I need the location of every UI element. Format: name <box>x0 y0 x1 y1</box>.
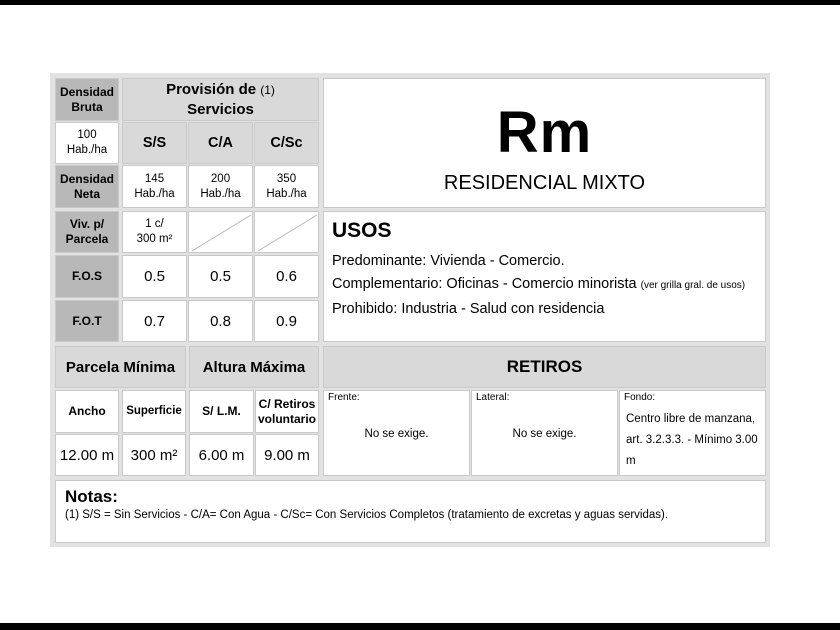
fos-label <box>55 255 119 298</box>
fos-ca <box>188 255 253 298</box>
provision-header-text <box>166 80 275 119</box>
zone-code: Rm <box>496 100 593 165</box>
notas-box <box>55 480 766 543</box>
densidad-neta-label-text: Densidad Neta <box>59 171 114 201</box>
usos-complementario-note: (ver grilla gral. de usos) <box>640 280 746 291</box>
viv-parcela-value-text: 1 c/ 300 m² <box>136 218 173 245</box>
diagonal-slash-icon <box>189 212 253 253</box>
fot-ca <box>188 300 253 342</box>
retiro-fondo <box>619 390 766 476</box>
densidad-bruta-value-text: 100 Hab./ha <box>66 129 108 156</box>
retiro-fondo-value: Centro libre de manzana, art. 3.2.3.3. - Mínimo 3.00 m <box>626 413 758 467</box>
usos-complementario <box>332 273 757 297</box>
retiro-lateral-value: No se exige. <box>512 428 577 440</box>
ancho-value-text: 12.00 m <box>59 446 115 464</box>
densidad-neta-ca-text: 200 Hab./ha <box>200 172 241 200</box>
retiros-voluntario-label-text: C/ Retiros voluntario <box>257 396 316 426</box>
fot-csc <box>254 300 319 342</box>
fot-label <box>55 300 119 342</box>
retiro-lateral <box>471 390 618 476</box>
usos-predominante: Predominante: Vivienda - Comercio. <box>332 253 565 269</box>
ancho-value <box>55 434 119 476</box>
lm-value <box>189 434 254 476</box>
altura-maxima-header <box>189 346 319 388</box>
col-header-csc-text: C/Sc <box>270 135 303 151</box>
usos-box <box>323 211 766 342</box>
retiros-voluntario-label <box>255 390 319 433</box>
retiro-frente-label: Frente: <box>328 392 360 403</box>
col-header-ca-text: C/A <box>208 135 233 151</box>
viv-parcela-value <box>122 211 187 253</box>
fot-csc-text: 0.9 <box>276 312 297 330</box>
usos-prohibido: Prohibido: Industria - Salud con residencia <box>332 301 605 317</box>
densidad-bruta-label-text: Densidad Bruta <box>59 84 114 114</box>
bottom-border-bar <box>0 623 840 630</box>
provision-title: Provisión de <box>166 81 257 98</box>
densidad-neta-csc <box>254 165 319 208</box>
lm-label <box>189 390 254 433</box>
retiros-title: RETIROS <box>506 357 583 376</box>
densidad-neta-ss <box>122 165 187 208</box>
provision-title2: Servicios <box>187 101 254 118</box>
fot-ca-text: 0.8 <box>210 312 231 330</box>
lm-value-text: 6.00 m <box>198 446 245 464</box>
col-header-csc <box>254 122 319 164</box>
fot-ss <box>122 300 187 342</box>
col-header-ca <box>188 122 253 164</box>
altura-maxima-title: Altura Máxima <box>202 358 306 376</box>
viv-parcela-empty-csc <box>254 211 319 253</box>
superficie-label <box>122 390 186 433</box>
zone-title-box <box>323 78 766 208</box>
densidad-bruta-value <box>55 122 119 164</box>
retiros-voluntario-value <box>255 434 319 476</box>
fos-ss-text: 0.5 <box>144 268 165 285</box>
provision-header <box>122 78 319 121</box>
fos-csc <box>254 255 319 298</box>
fot-label-text: F.O.T <box>72 313 102 328</box>
diagonal-slash-icon <box>255 212 319 253</box>
retiro-frente <box>323 390 470 476</box>
densidad-neta-label <box>55 165 119 208</box>
retiro-frente-value: No se exige. <box>364 428 429 440</box>
parcela-minima-title: Parcela Mínima <box>65 358 176 376</box>
notas-text: (1) S/S = Sin Servicios - C/A= Con Agua - C/Sc= Con Servicios Completos (tratamiento de excretas y aguas servidas). <box>65 509 669 521</box>
col-header-ss-text: S/S <box>142 135 167 151</box>
notas-title: Notas: <box>65 487 118 506</box>
superficie-label-text: Superficie <box>126 405 182 417</box>
parcela-minima-header <box>55 346 186 388</box>
retiro-fondo-label: Fondo: <box>624 392 656 403</box>
retiros-header <box>323 346 766 388</box>
lm-label-text: S/ L.M. <box>202 404 241 418</box>
fos-csc-text: 0.6 <box>276 268 297 285</box>
col-header-ss <box>122 122 187 164</box>
densidad-neta-csc-text: 350 Hab./ha <box>266 172 307 200</box>
ancho-label-text: Ancho <box>68 404 106 418</box>
fos-ca-text: 0.5 <box>210 268 231 285</box>
densidad-neta-ca <box>188 165 253 208</box>
fos-label-text: F.O.S <box>71 269 102 283</box>
zoning-sheet <box>50 73 770 547</box>
viv-parcela-empty-ca <box>188 211 253 253</box>
usos-title: USOS <box>332 219 392 242</box>
usos-complementario-text: Complementario: Oficinas - Comercio minorista <box>332 276 637 292</box>
viv-parcela-label <box>55 211 119 253</box>
viv-parcela-label-text: Viv. p/ Parcela <box>65 217 109 246</box>
superficie-value-text: 300 m² <box>130 446 178 464</box>
provision-ref: (1) <box>260 83 275 97</box>
retiros-voluntario-value-text: 9.00 m <box>264 446 310 464</box>
zone-name: RESIDENCIAL MIXTO <box>443 172 646 194</box>
densidad-bruta-label <box>55 78 119 121</box>
top-border-bar <box>0 0 840 5</box>
fos-ss <box>122 255 187 298</box>
retiro-lateral-label: Lateral: <box>476 392 510 403</box>
ancho-label <box>55 390 119 433</box>
superficie-value <box>122 434 186 476</box>
densidad-neta-ss-text: 145 Hab./ha <box>134 172 175 200</box>
fot-ss-text: 0.7 <box>144 312 165 330</box>
